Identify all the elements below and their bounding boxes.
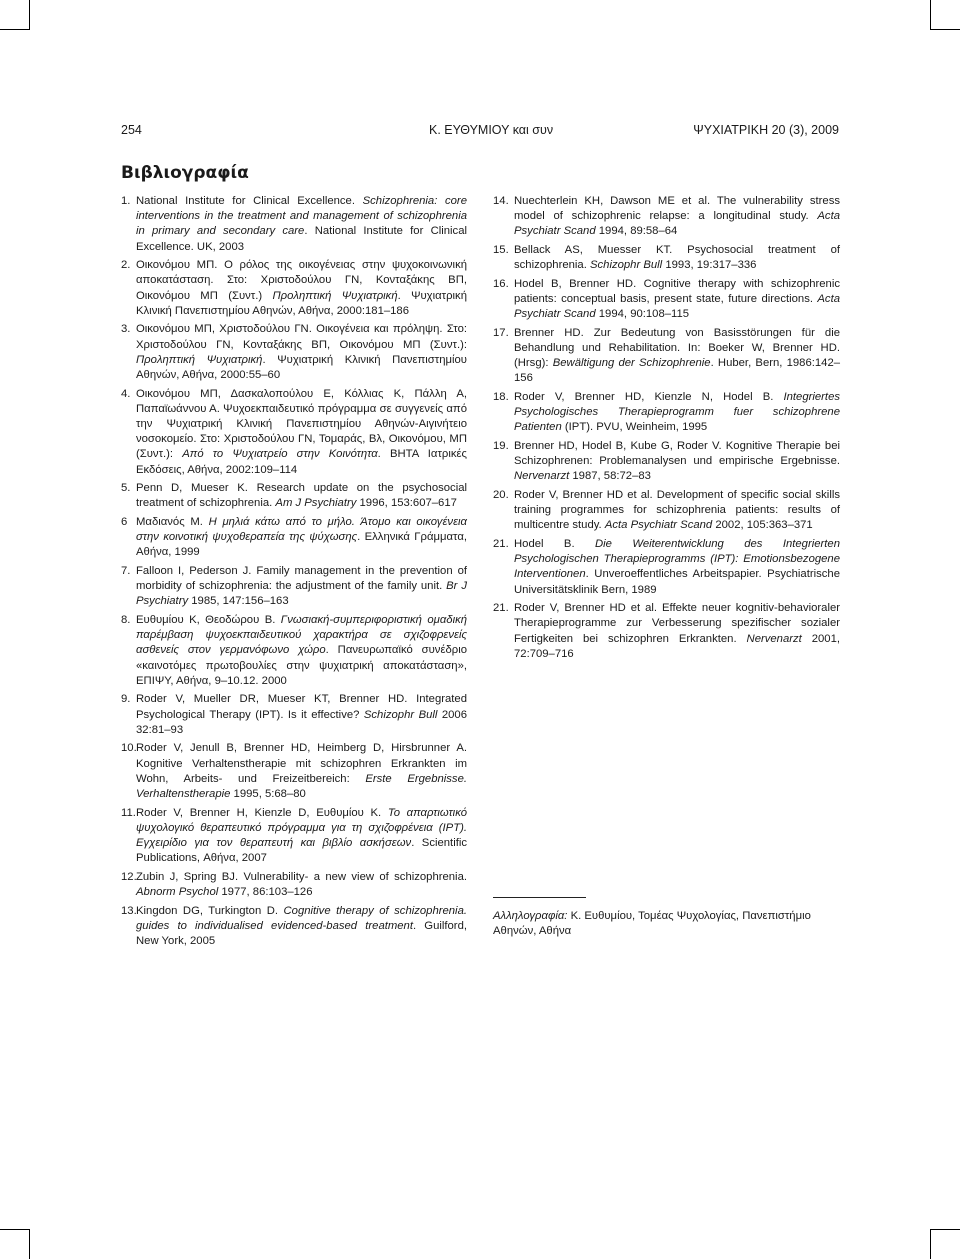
reference-italic-segment: Προληπτική Ψυχιατρική xyxy=(136,353,263,366)
page-number: 254 xyxy=(121,123,142,137)
reference-item xyxy=(493,537,840,598)
reference-number: 13. xyxy=(121,904,137,917)
reference-italic-segment: Το απαρτιωτικό ψυχολογικό θεραπευτικό πρόγραμμα για τη σχιζοφρένεια (IPT). Εγχειρίδιο για τον θεραπευτή και βιβλίο ασκήσεων xyxy=(136,806,467,850)
reference-segment: 2002, 105:363–371 xyxy=(712,519,813,532)
reference-italic-segment: Η μηλιά κάτω από το μήλο. Άτομο και οικογένεια στην κοινοτική ψυχοθεραπεία της ψύχωσης xyxy=(136,516,467,544)
reference-segment: . Ελληνικά Γράμματα, Αθήνα, 1999 xyxy=(136,531,467,559)
reference-segment: Roder V, Jenull B, Brenner HD, Heimberg D, Hirsbrunner A. Kognitive Verhaltenstherapie mit schizophren Erkrankten im Wohn, Arbeits- und Freizeitbereich: xyxy=(136,742,467,785)
running-title: Κ. ΕΥΘΥΜΙΟΥ και συν xyxy=(429,123,554,137)
reference-text xyxy=(136,516,467,558)
reference-segment: 1994, 89:58–64 xyxy=(595,225,678,238)
reference-italic-segment: Integriertes Psychologisches Therapieprogramm fuer schizophrene Patienten xyxy=(514,391,840,434)
reference-text xyxy=(136,388,467,476)
reference-item xyxy=(493,277,840,323)
reference-segment: 2001, 72:709–716 xyxy=(514,632,840,660)
reference-text xyxy=(514,327,840,385)
reference-text xyxy=(514,391,840,433)
reference-segment: Οικονόμου ΜΠ, Δασκαλοπούλου Ε, Κόλλιας Κ, Πάλλη Α, Παπαϊωάννου Α. Ψυχοεκπαιδευτικό πρόγραμμα σε συγγενείς από την Ψυχιατρική Κλινική Πανεπιστημίου Αθηνών-Αιγινήτειο νοσοκομείο. Στο: Χριστοδούλου ΓΝ, Τομαράς, Βλ, Οικονόμου, ΜΠ (Συντ.): xyxy=(136,387,467,461)
reference-italic-segment: Bewältigung der Schizophrenie xyxy=(552,357,711,370)
footnote-rule xyxy=(493,897,586,898)
reference-segment: Brenner HD. Zur Bedeutung von Basisstörungen für die Behandlung und Rehabilitation. In: Boeker W, Brenner HD. (Hrsg): xyxy=(514,326,840,370)
crop-mark-bottom-right-h xyxy=(930,1229,960,1230)
reference-item xyxy=(121,870,467,900)
reference-number: 21. xyxy=(493,538,509,550)
reference-number: 4. xyxy=(121,387,131,400)
reference-segment: 2006 32:81–93 xyxy=(136,708,467,736)
reference-item xyxy=(493,243,840,273)
reference-segment: Penn D, Mueser K. Research update on the psychosocial treatment of schizophrenia. xyxy=(136,482,467,510)
reference-segment: Falloon I, Pederson J. Family management in the prevention of morbidity of schizophrenia: the adjustment of the family unit. xyxy=(136,565,467,593)
reference-item xyxy=(493,488,840,534)
section-title: Βιβλιογραφία xyxy=(121,163,249,183)
crop-mark-top-left-h xyxy=(0,29,30,30)
reference-item xyxy=(493,390,840,436)
reference-text xyxy=(514,440,840,482)
reference-text xyxy=(136,323,467,381)
reference-segment: Ευθυμίου Κ, Θεοδώρου Β. xyxy=(136,614,281,627)
reference-italic-segment: Erste Ergebnisse. Verhaltenstherapie xyxy=(136,772,467,801)
reference-number: 8. xyxy=(121,614,131,627)
crop-mark-top-right-h xyxy=(930,29,960,30)
reference-segment: . Ψυχιατρική Κλινική Πανεπιστημίου Αθηνών, Αθήνα, 2000:181–186 xyxy=(136,289,467,317)
reference-text xyxy=(136,482,467,509)
reference-segment: 1995, 5:68–80 xyxy=(230,788,306,801)
reference-number: 5. xyxy=(121,482,131,495)
crop-mark-top-right xyxy=(930,0,931,30)
reference-item xyxy=(121,322,467,383)
reference-italic-segment: Br J Psychiatry xyxy=(136,580,467,608)
reference-segment: 1985, 147:156–163 xyxy=(188,595,289,608)
reference-segment: . Unveroeffentliches Arbeitspapier. Psychiatrische Universitätsklinik Bern, 1989 xyxy=(514,568,840,596)
reference-italic-segment: Από το Ψυχιατρείο στην Κοινότητα xyxy=(182,448,378,461)
footnote-label: Αλληλογραφία: xyxy=(493,910,568,922)
reference-number: 12. xyxy=(121,870,137,883)
reference-italic-segment: Die Weiterentwicklung des Integrierten Psychologischen Therapieprogramms (IPT): Emotionsbezogene Interventionen xyxy=(514,538,840,581)
reference-segment: 1996, 153:607–617 xyxy=(356,497,457,510)
reference-segment: Roder V, Brenner HD et al. Development of specific social skills training programmes for schizophrenia patients: results of multicentre study. xyxy=(514,489,840,532)
reference-item xyxy=(121,741,467,802)
reference-text xyxy=(514,278,840,320)
reference-segment: 1993, 19:317–336 xyxy=(662,259,757,272)
reference-number: 16. xyxy=(493,277,509,290)
reference-item xyxy=(121,387,467,478)
reference-segment: 1987, 58:72–83 xyxy=(569,470,651,483)
reference-italic-segment: Acta Psychiatr Scand xyxy=(604,519,713,532)
reference-item xyxy=(121,258,467,319)
reference-segment: 1994, 90:108–115 xyxy=(595,308,690,321)
reference-item xyxy=(121,806,467,867)
reference-text xyxy=(136,693,467,735)
reference-item xyxy=(493,326,840,387)
reference-segment: (IPT). PVU, Weinheim, 1995 xyxy=(561,421,708,434)
reference-segment: . Huber, Bern, 1986:142–156 xyxy=(514,357,841,385)
reference-number: 9. xyxy=(121,693,131,706)
reference-italic-segment: Nervenarzt xyxy=(746,632,802,645)
reference-text xyxy=(514,489,840,531)
reference-text xyxy=(514,244,840,271)
reference-number: 20. xyxy=(493,489,509,501)
reference-text xyxy=(136,195,467,253)
reference-number: 17. xyxy=(493,326,509,339)
reference-italic-segment: Προληπτική Ψυχιατρική xyxy=(272,289,398,302)
reference-number: 18. xyxy=(493,391,509,403)
reference-item xyxy=(121,194,467,255)
reference-segment: Roder V, Brenner H, Kienzle D, Ευθυμίου Κ. xyxy=(136,806,388,819)
reference-item xyxy=(121,564,467,610)
reference-item xyxy=(493,439,840,485)
reference-segment: Roder V, Brenner HD et al. Effekte neuer kognitiv-behavioraler Therapieprogramme zur Verbesserung spezifischer sozialer Fertigkeiten bei schizophren Erkrankten. xyxy=(514,602,840,645)
reference-italic-segment: Schizophrenia: core interventions in the treatment and management of schizophrenia in primary and secondary care xyxy=(136,195,467,238)
reference-item xyxy=(121,692,467,738)
reference-segment: Bellack AS, Muesser KT. Psychosocial treatment of schizophrenia. xyxy=(514,244,840,272)
reference-segment: Zubin J, Spring BJ. Vulnerability- a new view of schizophrenia. xyxy=(136,870,467,883)
references-left-column xyxy=(121,194,467,953)
reference-segment: 1977, 86:103–126 xyxy=(218,886,313,899)
reference-italic-segment: Schizophr Bull xyxy=(363,708,438,721)
reference-item xyxy=(121,613,467,689)
reference-item xyxy=(493,194,840,240)
footnote-text: Κ. Ευθυμίου, Τομέας Ψυχολογίας, Πανεπιστήμιο Αθηνών, Αθήνα xyxy=(493,910,811,938)
reference-segment: . Scientific Publications, Αθήνα, 2007 xyxy=(136,837,468,865)
reference-number: 14. xyxy=(493,195,509,207)
reference-italic-segment: Schizophr Bull xyxy=(589,259,663,272)
reference-item xyxy=(121,904,467,950)
reference-segment: Kingdon DG, Turkington D. xyxy=(136,904,284,917)
reference-segment: Nuechterlein KH, Dawson ME et al. The vulnerability stress model of schizophrenic relapse: a longitudinal study. xyxy=(514,195,840,223)
reference-text xyxy=(136,259,467,317)
crop-mark-bottom-right xyxy=(930,1229,931,1259)
reference-text xyxy=(514,602,840,660)
reference-segment: Οικονόμου ΜΠ, Χριστοδούλου ΓΝ. Οικογένεια και πρόληψη. Στο: Χριστοδούλου ΓΝ, Κονταξάκης ΒΠ, Οικονόμου ΜΠ (Συντ.): xyxy=(136,323,467,351)
reference-number: 11. xyxy=(121,806,136,819)
reference-number: 19. xyxy=(493,440,509,452)
reference-segment: . Πανευρωπαϊκό συνέδριο «καινοτόμες πρωτοβουλίες στην ψυχιατρική αποκατάσταση», ΕΠΙΨΥ, Αθήνα, 9–10.12. 2000 xyxy=(136,644,467,687)
reference-segment: Hodel B. xyxy=(514,538,595,550)
reference-segment: Roder V, Mueller DR, Mueser KT, Brenner HD. Integrated Psychological Therapy (IPT). Is it effective? xyxy=(136,693,467,721)
reference-italic-segment: Abnorm Psychol xyxy=(136,886,219,899)
reference-italic-segment: Acta Psychiatr Scand xyxy=(514,210,840,238)
reference-segment: Hodel B, Brenner HD. Cognitive therapy with schizophrenic patients: conceptual basis, present state, future directions. xyxy=(514,277,840,305)
reference-item xyxy=(493,601,840,662)
reference-text xyxy=(514,195,840,237)
reference-italic-segment: Nervenarzt xyxy=(514,470,570,483)
reference-italic-segment: Acta Psychiatr Scand xyxy=(514,293,840,321)
reference-text xyxy=(136,871,467,898)
crop-mark-bottom-left-h xyxy=(0,1229,30,1230)
reference-italic-segment: Cognitive therapy of schizophrenia. guides to individualised evidenced-based treatment xyxy=(136,904,467,932)
reference-segment: Brenner HD, Hodel B, Kube G, Roder V. Kognitive Therapie bei Schizophrenen: Problemanalysen und empirische Ergebnisse. xyxy=(514,440,840,468)
reference-number: 7. xyxy=(121,565,131,578)
journal-title: ΨΥΧΙΑΤΡΙΚΗ 20 (3), 2009 xyxy=(693,123,839,137)
reference-italic-segment: Γνωσιακή-συμπεριφοριστική ομαδική παρέμβαση ψυχοεκπαιδευτικού χαρακτήρα σε σχιζοφρενείς ασθενείς στον γερμανόφωνο χώρο xyxy=(136,614,467,657)
footnote xyxy=(493,909,840,939)
reference-number: 15. xyxy=(493,244,509,256)
reference-segment: . National Institute for Clinical Excellence. UK, 2003 xyxy=(136,225,467,253)
reference-segment: Roder V, Brenner HD, Kienzle N, Hodel B. xyxy=(514,391,784,403)
reference-number: 1. xyxy=(121,195,131,207)
reference-segment: Μαδιανός Μ. xyxy=(136,516,209,529)
reference-segment: Οικονόμου ΜΠ. Ο ρόλος της οικογένειας στην ψυχοκοινωνική αποκατάσταση. Στο: Χριστοδούλου ΓΝ, Κονταξάκης ΒΠ, Οικονόμου ΜΠ (Συντ.) xyxy=(136,259,467,302)
reference-item xyxy=(121,515,467,561)
reference-number: 21. xyxy=(493,602,509,615)
page-header xyxy=(121,123,839,139)
references-right-column xyxy=(493,194,840,665)
reference-segment: . Ψυχιατρική Κλινική Πανεπιστημίου Αθηνών, Αθήνα, 2000:55–60 xyxy=(136,353,467,382)
reference-text xyxy=(136,905,467,947)
reference-italic-segment: Am J Psychiatry xyxy=(275,497,357,510)
reference-text xyxy=(514,538,840,596)
reference-text xyxy=(136,565,467,607)
crop-mark-top-left xyxy=(29,0,30,30)
reference-number: 6 xyxy=(121,516,128,529)
reference-segment: National Institute for Clinical Excellence. xyxy=(136,195,363,207)
reference-item xyxy=(121,481,467,511)
reference-text xyxy=(136,742,467,800)
crop-mark-bottom-left xyxy=(29,1229,30,1259)
reference-number: 10. xyxy=(121,742,137,755)
reference-number: 3. xyxy=(121,323,131,336)
reference-text xyxy=(136,807,467,865)
reference-segment: . Guilford, New York, 2005 xyxy=(136,919,467,948)
reference-text xyxy=(136,614,467,687)
reference-segment: . ΒΗΤΑ Ιατρικές Εκδόσεις, Αθήνα, 2002:109–114 xyxy=(136,448,467,476)
reference-number: 2. xyxy=(121,259,131,272)
